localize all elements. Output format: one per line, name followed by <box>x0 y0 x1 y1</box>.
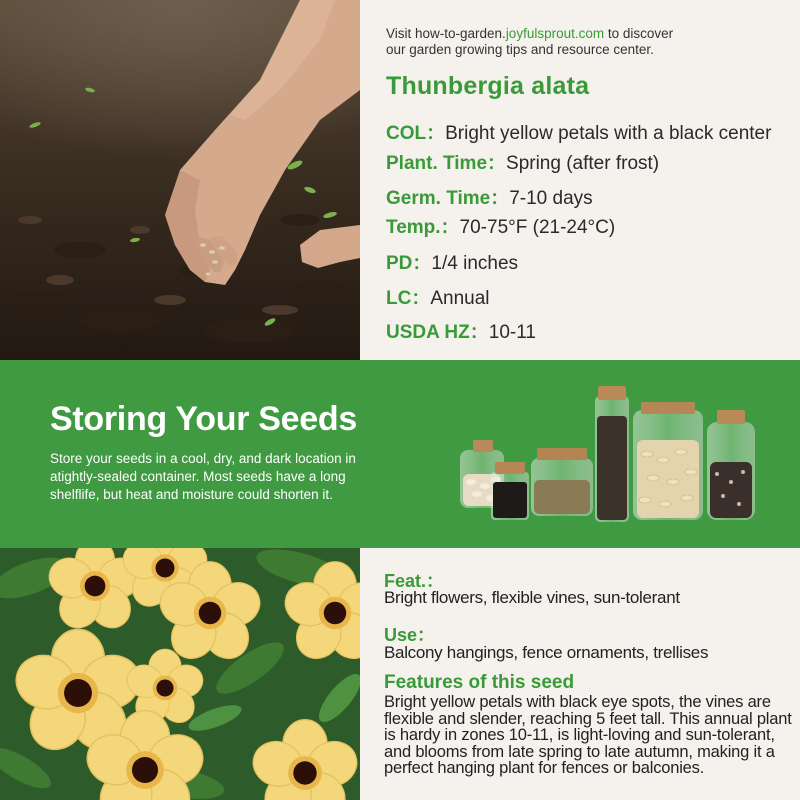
feat-text: Bright flowers, flexible vines, sun-tolerant <box>384 588 680 607</box>
plant-name: Thunbergia alata <box>386 72 590 100</box>
spec-value: 1/4 inches <box>431 253 519 274</box>
spec-label: LC： <box>386 288 431 309</box>
plant-info-panel <box>360 0 800 360</box>
visit-prefix: Visit how-to-garden. <box>386 26 506 41</box>
spec-temperature <box>386 212 615 239</box>
visit-suffix: to discover <box>604 26 674 41</box>
storing-seeds-band <box>0 360 800 548</box>
seed-details-panel <box>360 548 800 800</box>
spec-value: 10-11 <box>488 322 536 343</box>
spec-hardiness-zone <box>386 317 536 344</box>
spec-value: Annual <box>430 288 490 309</box>
spec-planting-depth <box>386 248 518 275</box>
spec-label: PD： <box>386 253 432 274</box>
spec-label: Temp.： <box>386 217 460 238</box>
features-text: Bright yellow petals with black eye spots, the vines are flexible and slender, reaching 5 feet tall. This annual plant is hardy in zones 10-11, is light-loving and sun-tolerant, and blooms from late spring to late autumn, making it a perfect hanging plant for fences or balconies. <box>384 693 792 777</box>
features-title: Features of this seed <box>384 672 575 693</box>
spec-value: 70-75°F (21-24°C) <box>459 217 616 238</box>
spec-label: Plant. Time： <box>386 153 507 174</box>
spec-color <box>386 118 771 145</box>
use-label: Use： <box>384 625 436 645</box>
spec-planting-time <box>386 148 659 175</box>
use-text: Balcony hangings, fence ornaments, trellises <box>384 643 709 662</box>
visit-notice <box>386 26 786 58</box>
visit-line2: our garden growing tips and resource center. <box>386 42 654 57</box>
soil-sowing-photo <box>0 0 360 360</box>
spec-label: COL： <box>386 123 446 144</box>
spec-label: Germ. Time： <box>386 188 510 209</box>
site-link[interactable]: joyfulsprout.com <box>505 26 605 41</box>
spec-value: Spring (after frost) <box>506 153 660 174</box>
seed-jars-illustration <box>455 382 765 532</box>
black-eyed-susan-vine-photo <box>0 548 360 800</box>
spec-label: USDA HZ： <box>386 322 489 343</box>
storing-title: Storing Your Seeds <box>50 400 357 438</box>
spec-germination-time <box>386 183 593 210</box>
spec-value: Bright yellow petals with a black center <box>445 123 772 144</box>
feat-label: Feat.： <box>384 571 445 591</box>
storing-text: Store your seeds in a cool, dry, and dark location in atightly-sealed container. Most seeds have a long shelflife, but heat and moisture could shorten it. <box>50 451 356 502</box>
spec-value: 7-10 days <box>509 188 593 209</box>
spec-life-cycle <box>386 283 490 310</box>
